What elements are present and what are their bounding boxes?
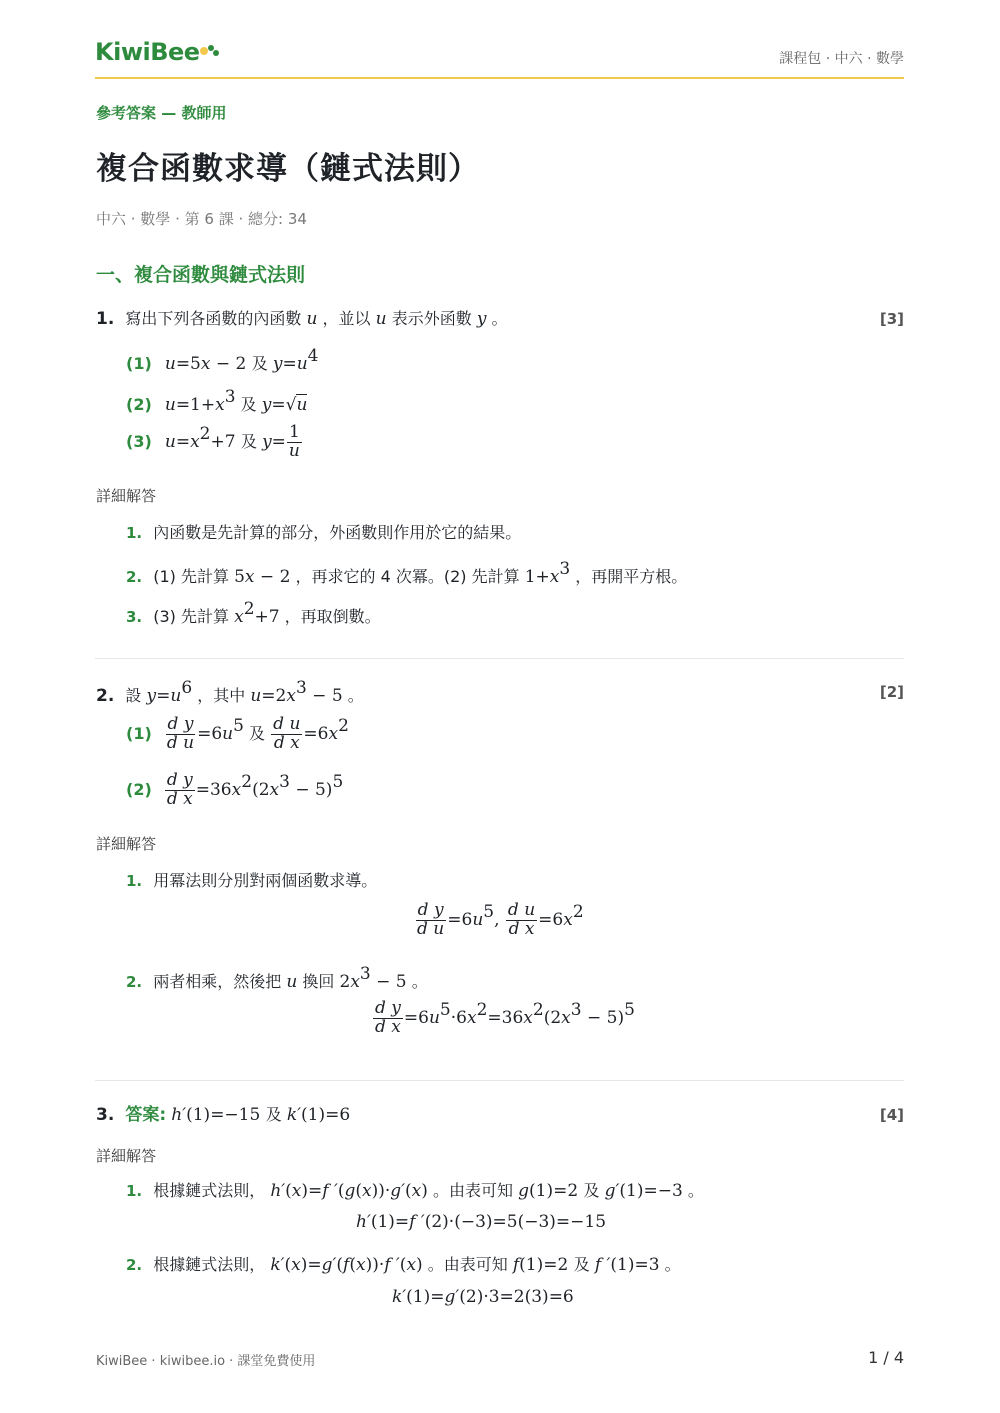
footer-credit: KiwiBee · kiwibee.io · 課堂免費使用 — [96, 1354, 316, 1369]
solution-step: 2. (1) 先計算 5x − 2 ，再求它的 4 次冪。(2) 先計算 $1+x^3$ ，再開平方根。 — [126, 559, 688, 587]
conjunction: 及 — [249, 724, 266, 743]
detail-label: 詳細解答 — [96, 1147, 157, 1165]
conjunction: 及 — [573, 1255, 590, 1274]
step-text: 。由表可知 — [433, 1181, 514, 1200]
part-number: (2) — [126, 780, 152, 799]
breadcrumb: 課程包 · 中六 · 數學 — [779, 51, 904, 67]
solution-step: 1. 根據鏈式法則， h′(x)=f ′(g(x))·g′(x) 。由表可知 g(1)=2 及 g′(1)=−3 。 — [126, 1181, 704, 1201]
question-1: 1. 寫出下列各函數的內函數 u ，並以 u 表示外函數 y 。 — [96, 309, 508, 329]
question-text: 寫出下列各函數的內函數 — [125, 309, 302, 328]
step-text: ，再求它的 4 次冪。(2) 先計算 — [295, 567, 520, 586]
solution-step: 2. 根據鏈式法則， k′(x)=g′(f(x))·f ′(x) 。由表可知 f(1)=2 及 f ′(1)=3 。 — [126, 1255, 681, 1275]
step-text: (1) 先計算 — [153, 567, 229, 586]
part-number: (2) — [126, 395, 152, 414]
conjunction: 及 — [240, 432, 257, 451]
question-text: ，其中 — [197, 686, 246, 705]
conjunction: 及 — [583, 1181, 600, 1200]
marks-badge: [3] — [879, 310, 904, 328]
conjunction: 及 — [251, 354, 268, 373]
question-number: 3. — [96, 1105, 115, 1125]
marks-badge: [2] — [879, 683, 904, 701]
question-text: ，並以 — [322, 309, 371, 328]
question-divider — [95, 1080, 904, 1081]
solution-step: 3. (3) 先計算 $x^2+7$ ，再取倒數。 — [126, 599, 381, 627]
detail-label: 詳細解答 — [96, 835, 157, 853]
page-number: 1 / 4 — [868, 1348, 904, 1367]
answer-part: (1) $\frac{\text{d y}}{\text{d u}}$ $=6u^5$ 及 $\frac{\text{d u}}{\text{d x}}$ $=6x^2$ — [126, 714, 349, 753]
step-text: 兩者相乘，然後把 — [153, 972, 282, 991]
brand-logo: KiwiBee — [95, 38, 200, 66]
step-text: (3) 先計算 — [153, 607, 229, 626]
question-number: 1. — [96, 309, 115, 329]
step-text: 。 — [687, 1181, 704, 1200]
conjunction: 及 — [240, 395, 257, 414]
answer-part: (3) $u=x^2+7$ 及 y= $\frac{1}{u}$ — [126, 422, 300, 461]
question-2: 2. 設 $y=u^6$ ，其中 $u=2x^3 - 5$ 。 — [96, 678, 364, 706]
step-text: ，再開平方根。 — [575, 567, 688, 586]
answer-part: (2) $u=1+x^3$ 及 y=√u — [126, 387, 308, 415]
question-number: 2. — [96, 686, 115, 706]
display-equation: $\frac{\text{d y}}{\text{d u}}$ $=6u^5$, $\frac{\text{d u}}{\text{d x}}$ $=6x^2$ — [417, 900, 584, 939]
step-text: 根據鏈式法則， — [153, 1181, 266, 1200]
step-text: 根據鏈式法則， — [153, 1255, 266, 1274]
step-text: 用冪法則分別對兩個函數求導。 — [153, 871, 378, 890]
solution-step: 1. 用冪法則分別對兩個函數求導。 — [126, 871, 378, 890]
step-text: 。由表可知 — [427, 1255, 508, 1274]
question-text: 。 — [347, 686, 364, 705]
display-equation: h′(1)=f ′(2)·(−3)=5(−3)=−15 — [356, 1212, 607, 1232]
solution-step: 1. 內函數是先計算的部分，外函數則作用於它的結果。 — [126, 523, 522, 542]
display-equation: k′(1)=g′(2)·3=2(3)=6 — [392, 1287, 574, 1307]
part-number: (1) — [126, 724, 152, 743]
detail-label: 詳細解答 — [96, 487, 157, 505]
section-heading: 一、複合函數與鏈式法則 — [96, 264, 306, 286]
display-equation: $\frac{\text{d y}}{\text{d x}}$ $=6u^5\cdot 6x^2=36x^2(2x^3 - 5)^5$ — [375, 998, 635, 1037]
part-number: (1) — [126, 354, 152, 373]
answer-part: (2) $\frac{\text{d y}}{\text{d x}}$ $=36x^2(2x^3 - 5)^5$ — [126, 770, 344, 809]
step-text: 換回 — [302, 972, 335, 991]
question-text: 設 — [125, 686, 142, 705]
step-text: 。 — [411, 972, 428, 991]
question-text: 。 — [491, 309, 508, 328]
step-text: 。 — [664, 1255, 681, 1274]
page-title: 複合函數求導（鏈式法則） — [96, 151, 480, 187]
answer-part: (1) u=5x − 2 及 $y=u^4$ — [126, 346, 319, 374]
step-text: 內函數是先計算的部分，外函數則作用於它的結果。 — [153, 523, 522, 542]
part-number: (3) — [126, 432, 152, 451]
question-text: 表示外函數 — [391, 309, 472, 328]
bee-icon — [198, 42, 220, 60]
answer-label: 答案: — [125, 1105, 167, 1125]
marks-badge: [4] — [879, 1106, 904, 1124]
question-3: 3. 答案: h′(1)=−15 及 k′(1)=6 — [96, 1105, 351, 1125]
solution-step: 2. 兩者相乘，然後把 u 換回 $2x^3 - 5$ 。 — [126, 964, 428, 992]
conjunction: 及 — [265, 1105, 282, 1124]
header-divider — [95, 77, 904, 79]
answer-key-label: 參考答案 — 教師用 — [96, 104, 227, 122]
step-text: ，再取倒數。 — [284, 607, 381, 626]
question-divider — [95, 658, 904, 659]
lesson-meta: 中六 · 數學 · 第 6 課 · 總分: 34 — [96, 210, 307, 228]
